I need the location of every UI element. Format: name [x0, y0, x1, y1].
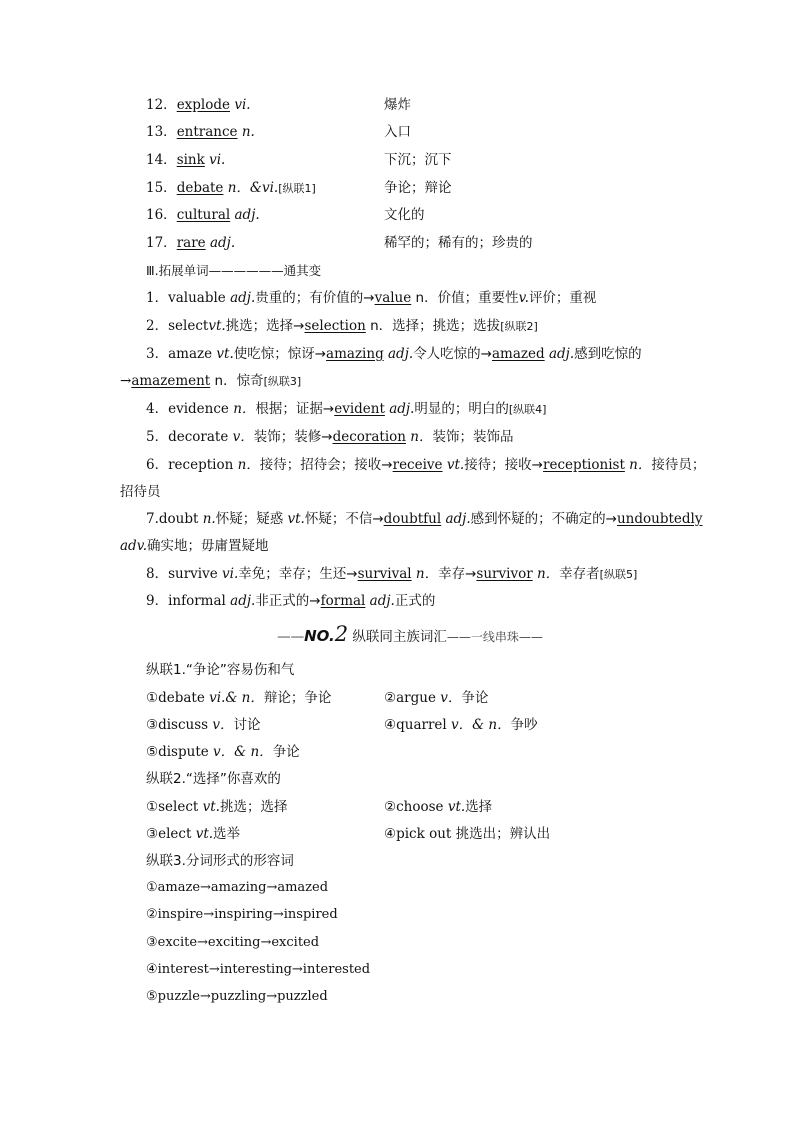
expand-line-8: 8．survive vi.幸免；幸存；生还→survival n．幸存→survivor n．幸存者[纵联5] [146, 566, 638, 582]
vocab-row-13: 13．entrance n. [146, 124, 255, 140]
expand-line-1: 1．valuable adj.贵重的；有价值的→value n．价值；重要性v.评价；重视 [146, 290, 597, 306]
section-3-title: Ⅲ.拓展单词——————通其变 [146, 263, 322, 278]
expand-line-7-cont: adv.确实地；毋庸置疑地 [120, 538, 269, 554]
group-1-title: 纵联1.“争论”容易伤和气 [146, 662, 295, 678]
expand-line-6-cont: 招待员 [120, 484, 161, 500]
group-3-item-4: ④interest→interesting→interested [146, 962, 371, 977]
group-3-title: 纵联3.分词形式的形容词 [146, 853, 294, 869]
group-3-item-3: ③excite→exciting→excited [146, 935, 320, 950]
vocab-meaning-12: 爆炸 [384, 97, 411, 113]
expand-line-4: 4．evidence n．根据；证据→evident adj.明显的；明白的[纵联4] [146, 401, 547, 417]
group-1-item-5: ⑤dispute v．& n．争论 [146, 744, 300, 760]
vocab-row-12: 12．explode vi. [146, 97, 251, 113]
vocab-meaning-16: 文化的 [384, 207, 425, 223]
vocab-row-14: 14．sink vi. [146, 152, 226, 168]
group-2-item-1: ①select vt.挑选；选择 [146, 799, 288, 815]
vocab-meaning-15: 争论；辩论 [384, 180, 452, 196]
no2-section-header: ——NO.2 纵联同主族词汇——一线串珠—— [277, 622, 543, 646]
expand-line-7: 7.doubt n.怀疑；疑惑 vt.怀疑；不信→doubtful adj.感到怀疑的；不确定的→undoubtedly [146, 511, 703, 527]
vocab-row-15: 15．debate n．&vi.[纵联1] [146, 180, 316, 196]
group-1-item-3: ③discuss v．讨论 [146, 717, 261, 733]
group-1-item-2: ②argue v．争论 [384, 690, 489, 706]
vocab-row-17: 17．rare adj. [146, 235, 236, 251]
group-2-title: 纵联2.“选择”你喜欢的 [146, 771, 281, 787]
expand-line-2: 2．selectvt.挑选；选择→selection n．选择；挑选；选拔[纵联2] [146, 318, 538, 334]
vocab-meaning-17: 稀罕的；稀有的；珍贵的 [384, 235, 533, 251]
group-3-item-1: ①amaze→amazing→amazed [146, 880, 329, 895]
vocab-meaning-13: 入口 [384, 124, 411, 140]
expand-line-9: 9．informal adj.非正式的→formal adj.正式的 [146, 593, 436, 609]
group-3-item-2: ②inspire→inspiring→inspired [146, 907, 338, 922]
expand-line-3-cont: →amazement n．惊奇[纵联3] [120, 373, 302, 389]
vocab-meaning-14: 下沉；沉下 [384, 152, 452, 168]
expand-line-6: 6．reception n．接待；招待会；接收→receive vt.接待；接收→receptionist n．接待员； [146, 457, 706, 473]
expand-line-3: 3．amaze vt.使吃惊；惊讶→amazing adj.令人吃惊的→amazed adj.感到吃惊的 [146, 346, 642, 362]
vocab-row-16: 16．cultural adj. [146, 207, 260, 223]
group-2-item-3: ③elect vt.选举 [146, 826, 241, 842]
group-1-item-1: ①debate vi.& n．辩论；争论 [146, 690, 332, 706]
group-2-item-4: ④pick out 挑选出；辨认出 [384, 826, 551, 842]
group-2-item-2: ②choose vt.选择 [384, 799, 493, 815]
group-3-item-5: ⑤puzzle→puzzling→puzzled [146, 989, 328, 1004]
expand-line-5: 5．decorate v．装饰；装修→decoration n．装饰；装饰品 [146, 429, 514, 445]
group-1-item-4: ④quarrel v．& n．争吵 [384, 717, 538, 733]
